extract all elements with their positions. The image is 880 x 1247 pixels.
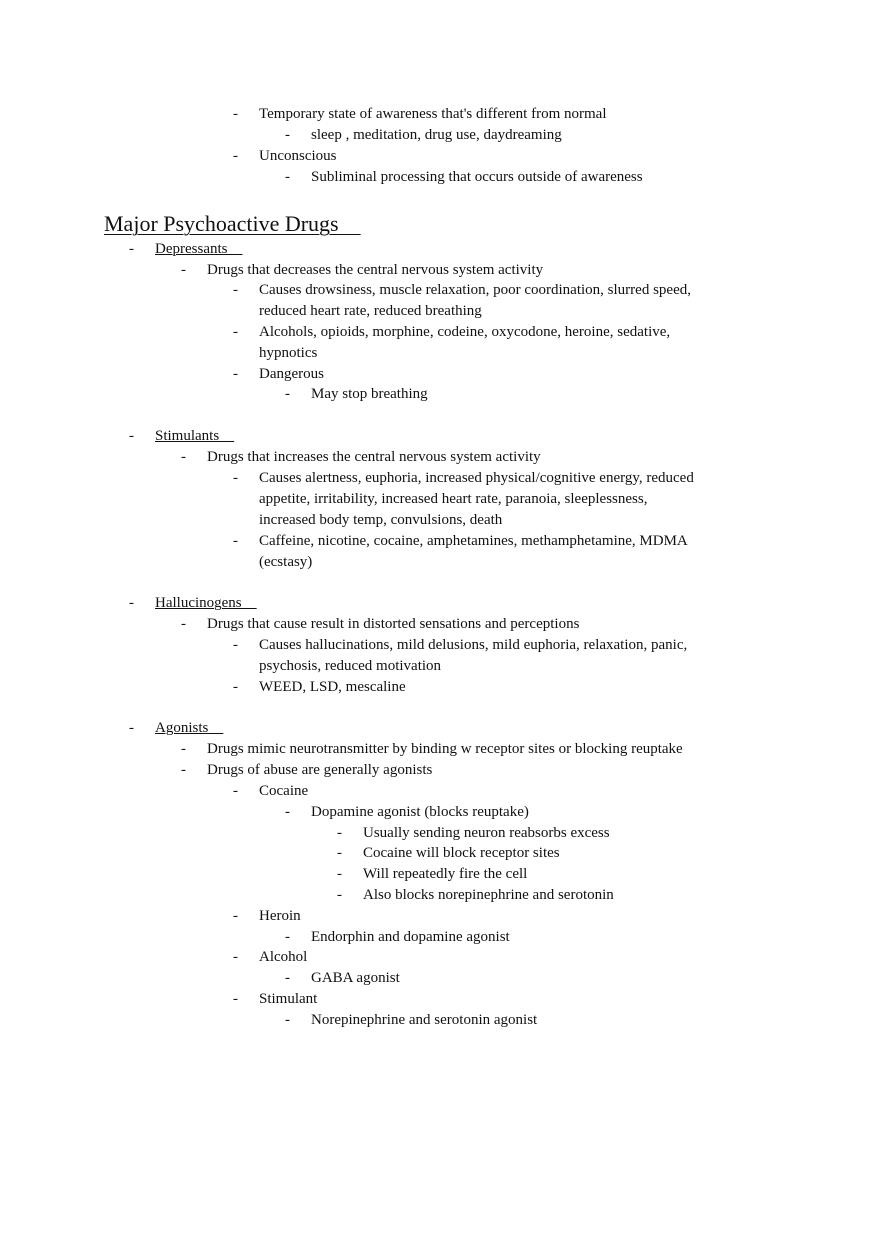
- bullet-dash: -: [233, 366, 238, 382]
- bullet-dash: -: [337, 866, 342, 882]
- bullet-dash: -: [181, 762, 186, 778]
- bullet-dash: -: [129, 241, 134, 257]
- list-item-continued: increased body temp, convulsions, death: [259, 512, 503, 528]
- list-item: Drugs that increases the central nervous system activity: [207, 449, 541, 465]
- subheading-depressants: Depressants: [155, 241, 243, 257]
- list-item: GABA agonist: [311, 970, 400, 986]
- bullet-dash: -: [337, 845, 342, 861]
- bullet-dash: -: [181, 741, 186, 757]
- bullet-dash: -: [285, 1012, 290, 1028]
- list-item-continued: (ecstasy): [259, 554, 313, 570]
- bullet-dash: -: [233, 470, 238, 486]
- bullet-dash: -: [181, 262, 186, 278]
- bullet-dash: -: [233, 282, 238, 298]
- list-item: Causes hallucinations, mild delusions, mild euphoria, relaxation, panic,: [259, 637, 688, 653]
- list-item: Temporary state of awareness that's different from normal: [259, 106, 607, 122]
- list-item: Drugs that decreases the central nervous system activity: [207, 262, 544, 278]
- bullet-dash: -: [233, 637, 238, 653]
- list-item: Alcohol: [259, 949, 308, 965]
- bullet-dash: -: [233, 908, 238, 924]
- bullet-dash: -: [181, 449, 186, 465]
- list-item-continued: psychosis, reduced motivation: [259, 658, 442, 674]
- list-item: Subliminal processing that occurs outside of awareness: [311, 169, 643, 185]
- bullet-dash: -: [233, 148, 238, 164]
- section-heading: Major Psychoactive Drugs: [104, 211, 361, 236]
- bullet-dash: -: [181, 616, 186, 632]
- bullet-dash: -: [233, 533, 238, 549]
- bullet-dash: -: [233, 991, 238, 1007]
- bullet-dash: -: [285, 386, 290, 402]
- list-item: Cocaine: [259, 783, 309, 799]
- list-item: May stop breathing: [311, 386, 428, 402]
- list-item: Will repeatedly fire the cell: [363, 866, 528, 882]
- bullet-dash: -: [285, 929, 290, 945]
- list-item: Causes drowsiness, muscle relaxation, poor coordination, slurred speed,: [259, 282, 691, 298]
- list-item: Dopamine agonist (blocks reuptake): [311, 804, 529, 820]
- list-item: Unconscious: [259, 148, 337, 164]
- list-item-continued: reduced heart rate, reduced breathing: [259, 303, 482, 319]
- bullet-dash: -: [337, 825, 342, 841]
- subheading-hallucinogens: Hallucinogens: [155, 595, 257, 611]
- bullet-dash: -: [337, 887, 342, 903]
- list-item: Cocaine will block receptor sites: [363, 845, 560, 861]
- subheading-stimulants: Stimulants: [155, 428, 235, 444]
- list-item: Usually sending neuron reabsorbs excess: [363, 825, 610, 841]
- list-item: Heroin: [259, 908, 301, 924]
- bullet-dash: -: [129, 428, 134, 444]
- bullet-dash: -: [233, 324, 238, 340]
- list-item: Drugs that cause result in distorted sensations and perceptions: [207, 616, 580, 632]
- list-item: Alcohols, opioids, morphine, codeine, oxycodone, heroine, sedative,: [259, 324, 671, 340]
- list-item: WEED, LSD, mescaline: [259, 679, 406, 695]
- bullet-dash: -: [129, 595, 134, 611]
- list-item-continued: hypnotics: [259, 345, 318, 361]
- bullet-dash: -: [285, 127, 290, 143]
- list-item: Causes alertness, euphoria, increased physical/cognitive energy, reduced: [259, 470, 694, 486]
- subheading-agonists: Agonists: [155, 720, 224, 736]
- bullet-dash: -: [129, 720, 134, 736]
- list-item: Dangerous: [259, 366, 324, 382]
- bullet-dash: -: [285, 169, 290, 185]
- bullet-dash: -: [233, 783, 238, 799]
- list-item-continued: appetite, irritability, increased heart rate, paranoia, sleeplessness,: [259, 491, 648, 507]
- list-item: Stimulant: [259, 991, 318, 1007]
- bullet-dash: -: [285, 804, 290, 820]
- list-item: Caffeine, nicotine, cocaine, amphetamines, methamphetamine, MDMA: [259, 533, 688, 549]
- list-item: Norepinephrine and serotonin agonist: [311, 1012, 538, 1028]
- list-item: Drugs of abuse are generally agonists: [207, 762, 433, 778]
- list-item: Drugs mimic neurotransmitter by binding w receptor sites or blocking reuptake: [207, 741, 683, 757]
- bullet-dash: -: [233, 949, 238, 965]
- list-item: Also blocks norepinephrine and serotonin: [363, 887, 614, 903]
- bullet-dash: -: [233, 106, 238, 122]
- bullet-dash: -: [285, 970, 290, 986]
- list-item: Endorphin and dopamine agonist: [311, 929, 510, 945]
- bullet-dash: -: [233, 679, 238, 695]
- list-item: sleep , meditation, drug use, daydreaming: [311, 127, 562, 143]
